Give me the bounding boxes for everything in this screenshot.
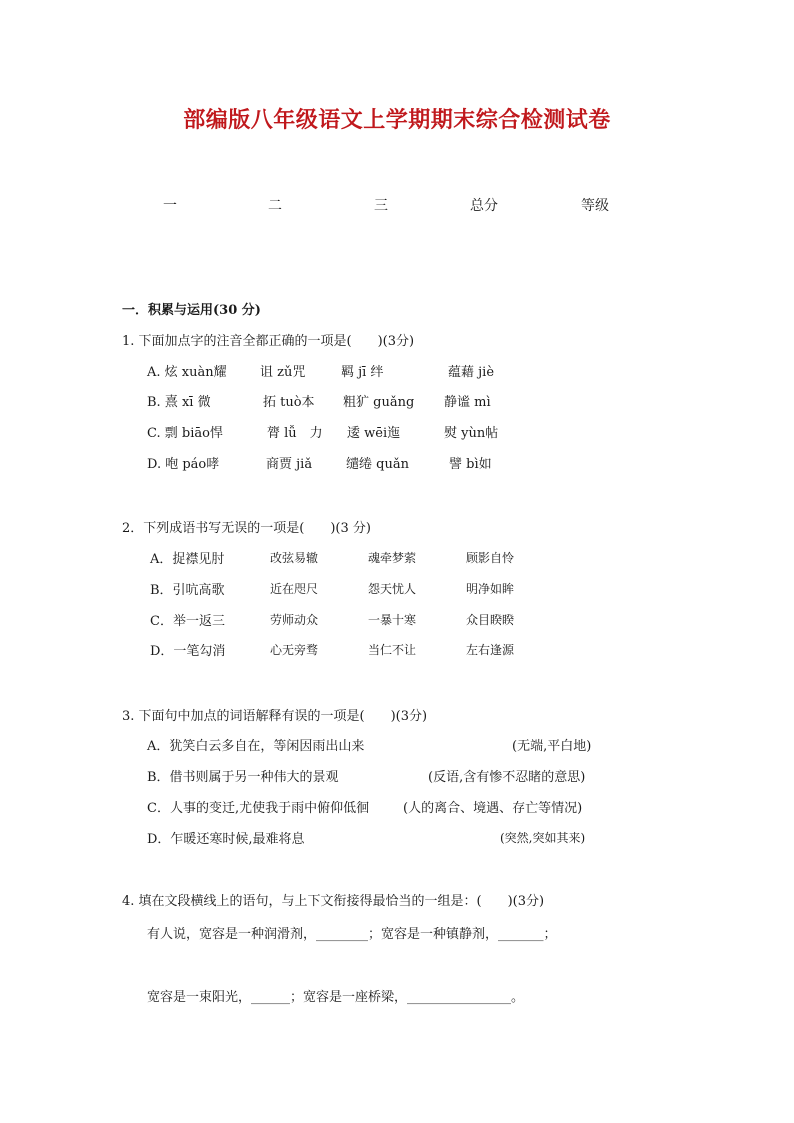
option-cell: D．一笔勾消	[150, 644, 226, 659]
score-col-grade: 等级	[581, 198, 609, 214]
option-cell: 心无旁骛	[270, 643, 319, 657]
option-cell: 近在咫尺	[270, 582, 319, 596]
option-cell: C．举一返三	[150, 614, 225, 629]
option-cell: 熨 yùn帖	[444, 426, 499, 441]
option-cell: 顾影自怜	[466, 551, 515, 565]
question-stem: 3. 下面句中加点的词语解释有误的一项是( )(3分)	[122, 709, 428, 724]
option-cell: 商贾 jiǎ	[266, 457, 313, 472]
option-cell: 当仁不让	[368, 643, 417, 657]
option-cell: C. 剽 biāo悍	[147, 426, 223, 441]
exam-title: 部编版八年级语文上学期期末综合检测试卷	[183, 107, 611, 133]
score-col-2: 二	[268, 198, 282, 214]
option-cell: 羁 jī 绊	[341, 365, 384, 380]
option-sentence: D．乍暖还寒时候,最难将息	[147, 832, 305, 847]
score-col-1: 一	[163, 198, 177, 214]
section-heading: 一．积累与运用(30 分)	[122, 303, 261, 318]
question-passage-line: 有人说，宽容是一种润滑剂，________；宽容是一种镇静剂，_______；	[147, 927, 557, 942]
score-col-total: 总分	[470, 198, 498, 214]
option-explanation: (突然,突如其来)	[500, 831, 586, 845]
option-cell: 一暴十寒	[368, 613, 417, 627]
option-cell: 粗犷 guǎng	[343, 395, 415, 410]
option-cell: D. 咆 páo哮	[147, 457, 220, 472]
option-cell: 左右逢源	[466, 643, 515, 657]
option-cell: 膂 lǚ 力	[267, 426, 323, 441]
option-cell: 缱绻 quǎn	[346, 457, 409, 472]
option-cell: A．捉襟见肘	[150, 552, 225, 567]
question-stem: 1. 下面加点字的注音全都正确的一项是( )(3分)	[122, 334, 415, 349]
score-col-3: 三	[374, 198, 388, 214]
option-cell: B. 熹 xī 微	[147, 395, 211, 410]
option-cell: 魂牵梦萦	[368, 551, 417, 565]
option-cell: 改弦易辙	[270, 551, 319, 565]
option-cell: 劳师动众	[270, 613, 319, 627]
option-cell: 拓 tuò本	[263, 395, 315, 410]
option-cell: 明净如眸	[466, 582, 515, 596]
question-passage-line: 宽容是一束阳光，______；宽容是一座桥梁，________________。	[147, 990, 525, 1005]
question-stem: 2．下列成语书写无误的一项是( )(3 分)	[122, 521, 371, 536]
question-stem: 4. 填在文段横线上的语句，与上下文衔接得最恰当的一组是：( )(3分)	[122, 894, 545, 909]
option-sentence: A．犹笑白云多自在，等闲因雨出山来	[147, 739, 365, 754]
option-cell: 譬 bì如	[449, 457, 492, 472]
option-explanation: (反语,含有惨不忍睹的意思)	[428, 770, 586, 785]
option-cell: A. 炫 xuàn耀	[147, 365, 227, 380]
option-cell: B．引吭高歌	[150, 583, 225, 598]
option-explanation: (人的离合、境遇、存亡等情况)	[403, 801, 583, 816]
option-explanation: (无端,平白地)	[512, 739, 592, 754]
option-cell: 逶 wēi迤	[347, 426, 401, 441]
option-cell: 静谧 mì	[444, 395, 491, 410]
option-cell: 诅 zǔ咒	[260, 365, 306, 380]
option-cell: 怨天忧人	[368, 582, 417, 596]
option-cell: 众目睽睽	[466, 613, 515, 627]
option-sentence: C．人事的变迁,尤使我于雨中俯仰低徊	[147, 801, 370, 816]
option-cell: 蕴藉 jiè	[448, 365, 495, 380]
option-sentence: B．借书则属于另一种伟大的景观	[147, 770, 339, 785]
